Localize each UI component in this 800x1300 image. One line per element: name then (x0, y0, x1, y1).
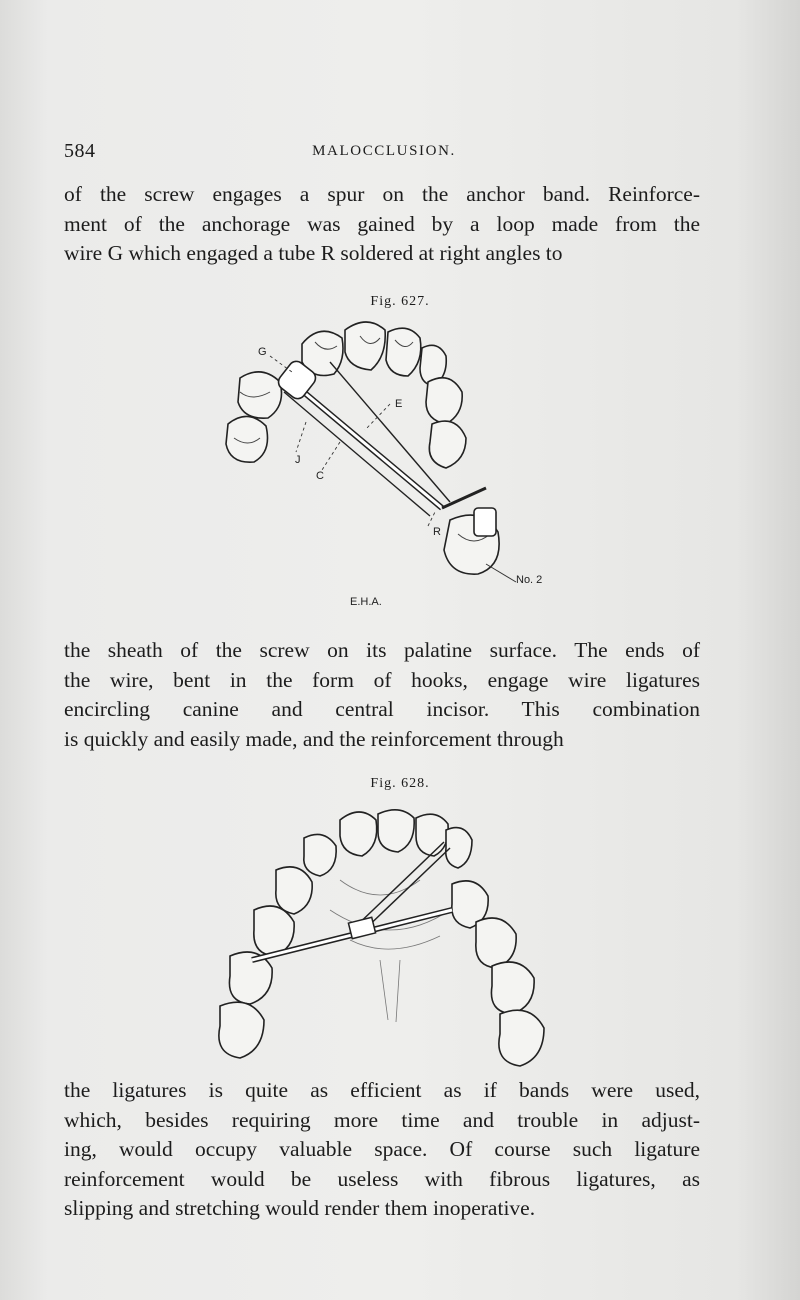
label-j: J (295, 454, 301, 466)
tooth (276, 867, 312, 914)
page-number: 584 (64, 140, 96, 162)
tooth (429, 421, 466, 468)
text-line: reinforcement would be useless with fibrous ligatures, as (64, 1166, 700, 1191)
text-line: the sheath of the screw on its palatine surface. The ends of (64, 638, 700, 662)
tooth (219, 1002, 264, 1058)
label-e: E (395, 398, 403, 410)
tooth (304, 834, 336, 876)
tooth (499, 1010, 544, 1066)
label-c: C (316, 470, 324, 482)
tube (348, 917, 375, 938)
label-g: G (258, 346, 267, 358)
text-line: slipping and stretching would render them inoperative. (64, 1196, 536, 1220)
text-line: ment of the anchorage was gained by a loop made from the (64, 211, 700, 236)
palate-rugae (330, 880, 450, 1022)
tooth (340, 812, 377, 856)
label-r: R (433, 526, 441, 538)
label-no2: No. 2 (516, 574, 543, 586)
text-line: encircling canine and central incisor. This combination (64, 697, 700, 721)
tooth (226, 416, 268, 462)
text-line: of the screw engages a spur on the anchor band. Reinforce- (64, 182, 700, 206)
paragraph-1 (64, 180, 700, 269)
paragraph-3 (64, 1076, 700, 1224)
tooth (426, 378, 462, 424)
tooth (476, 918, 516, 968)
text-line: the ligatures is quite as efficient as if bands were used, (64, 1078, 700, 1102)
text-line: the wire, bent in the form of hooks, engage wire ligatures (64, 667, 700, 692)
figure-628-caption: Fig. 628. (370, 776, 430, 791)
tooth (416, 814, 448, 856)
paragraph-2 (64, 636, 700, 754)
running-head: MALOCCLUSION. (312, 143, 456, 159)
page-header (64, 140, 704, 170)
text-line: ing, would occupy valuable space. Of course such ligature (64, 1137, 700, 1161)
text-line: wire G which engaged a tube R soldered at right angles to (64, 241, 563, 265)
figure-627-illustration (210, 312, 560, 622)
figure-627-caption: Fig. 627. (370, 294, 430, 309)
tooth (386, 328, 421, 376)
tooth (491, 962, 534, 1014)
molar-band (474, 508, 496, 536)
screw-thread (442, 488, 486, 508)
figure-628-illustration (200, 800, 590, 1070)
text-line: is quickly and easily made, and the reinforcement through (64, 726, 564, 751)
artist-signature: E.H.A. (350, 596, 382, 608)
tooth (229, 952, 272, 1004)
tooth (345, 322, 385, 370)
tooth (378, 810, 414, 852)
text-line: which, besides requiring more time and trouble in adjust- (64, 1107, 700, 1132)
